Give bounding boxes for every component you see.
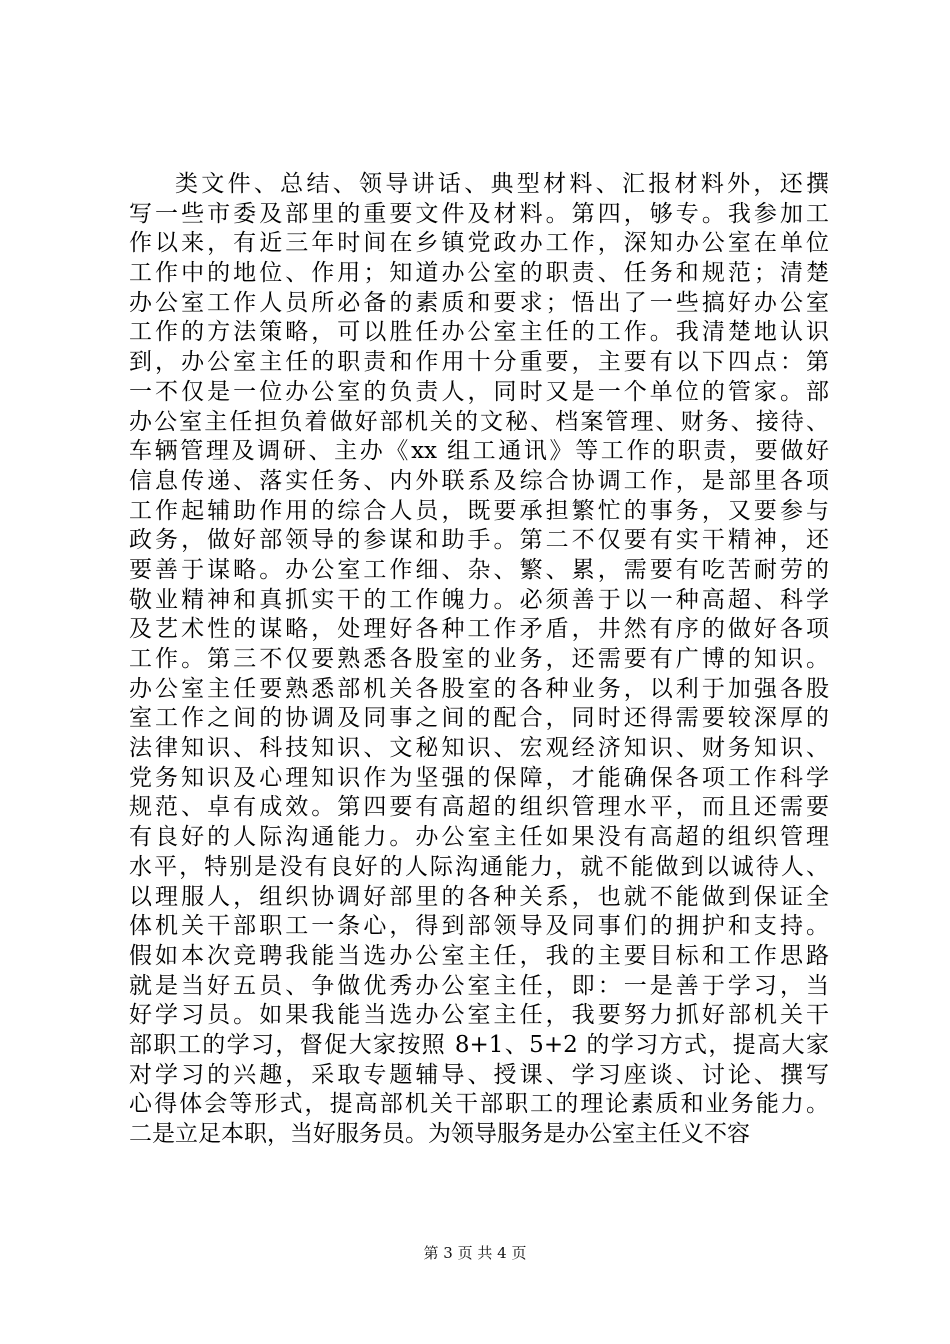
text-line: 要善于谋略。办公室工作细、杂、繁、累，需要有吃苦耐劳的 xyxy=(129,556,829,583)
text-line: 部职工的学习，督促大家按照 8+1、5+2 的学习方式，提高大家 xyxy=(129,1031,829,1058)
text-line: 水平，特别是没有良好的人际沟通能力，就不能做到以诚待人、 xyxy=(129,853,829,880)
text-line: 工作。第三不仅要熟悉各股室的业务，还需要有广博的知识。 xyxy=(129,646,829,672)
text-line: 信息传递、落实任务、内外联系及综合协调工作，是部里各项 xyxy=(129,467,829,494)
page-footer: 第 3 页 共 4 页 xyxy=(423,1244,527,1262)
text-line: 作以来，有近三年时间在乡镇党政办工作，深知办公室在单位 xyxy=(129,230,829,257)
text-line: 有良好的人际沟通能力。办公室主任如果没有高超的组织管理 xyxy=(129,824,829,851)
text-line: 政务，做好部领导的参谋和助手。第二不仅要有实干精神，还 xyxy=(129,527,829,554)
text-line: 心得体会等形式，提高部机关干部职工的理论素质和业务能力。 xyxy=(129,1091,829,1118)
text-line: 敬业精神和真抓实干的工作魄力。必须善于以一种高超、科学 xyxy=(129,586,829,613)
text-line: 类文件、总结、领导讲话、典型材料、汇报材料外，还撰 xyxy=(175,171,829,197)
text-line: 假如本次竞聘我能当选办公室主任，我的主要目标和工作思路 xyxy=(129,942,829,969)
text-line: 写一些市委及部里的重要文件及材料。第四，够专。我参加工 xyxy=(129,200,829,227)
text-line: 及艺术性的谋略，处理好各种工作矛盾，井然有序的做好各项 xyxy=(129,616,829,643)
text-line: 规范、卓有成效。第四要有高超的组织管理水平，而且还需要 xyxy=(129,794,829,821)
text-line: 法律知识、科技知识、文秘知识、宏观经济知识、财务知识、 xyxy=(129,735,829,762)
text-line: 工作中的地位、作用；知道办公室的职责、任务和规范；清楚 xyxy=(129,260,829,287)
text-line: 工作的方法策略，可以胜任办公室主任的工作。我清楚地认识 xyxy=(129,319,829,346)
text-line: 对学习的兴趣，采取专题辅导、授课、学习座谈、讨论、撰写 xyxy=(129,1061,829,1088)
text-line: 以理服人，组织协调好部里的各种关系，也就不能做到保证全 xyxy=(129,883,829,910)
text-line: 办公室主任担负着做好部机关的文秘、档案管理、财务、接待、 xyxy=(129,408,829,435)
text-line: 到，办公室主任的职责和作用十分重要，主要有以下四点：第 xyxy=(129,349,829,376)
text-line: 一不仅是一位办公室的负责人，同时又是一个单位的管家。部 xyxy=(129,378,829,405)
text-line: 好学习员。如果我能当选办公室主任，我要努力抓好部机关干 xyxy=(129,1002,829,1029)
text-line: 工作起辅助作用的综合人员，既要承担繁忙的事务，又要参与 xyxy=(129,497,829,524)
text-line: 办公室工作人员所必备的素质和要求；悟出了一些搞好办公室 xyxy=(129,289,829,316)
text-line: 就是当好五员、争做优秀办公室主任，即：一是善于学习，当 xyxy=(129,972,829,999)
text-line: 党务知识及心理知识作为坚强的保障，才能确保各项工作科学 xyxy=(129,764,829,791)
text-line: 办公室主任要熟悉部机关各股室的各种业务，以利于加强各股 xyxy=(129,675,829,702)
body-text xyxy=(129,170,829,1150)
text-line: 车辆管理及调研、主办《xx 组工通讯》等工作的职责，要做好 xyxy=(129,438,829,465)
text-line: 室工作之间的协调及同事之间的配合，同时还得需要较深厚的 xyxy=(129,705,829,732)
text-line: 二是立足本职，当好服务员。为领导服务是办公室主任义不容 xyxy=(129,1121,750,1147)
text-line: 体机关干部职工一条心，得到部领导及同事们的拥护和支持。 xyxy=(129,913,829,940)
